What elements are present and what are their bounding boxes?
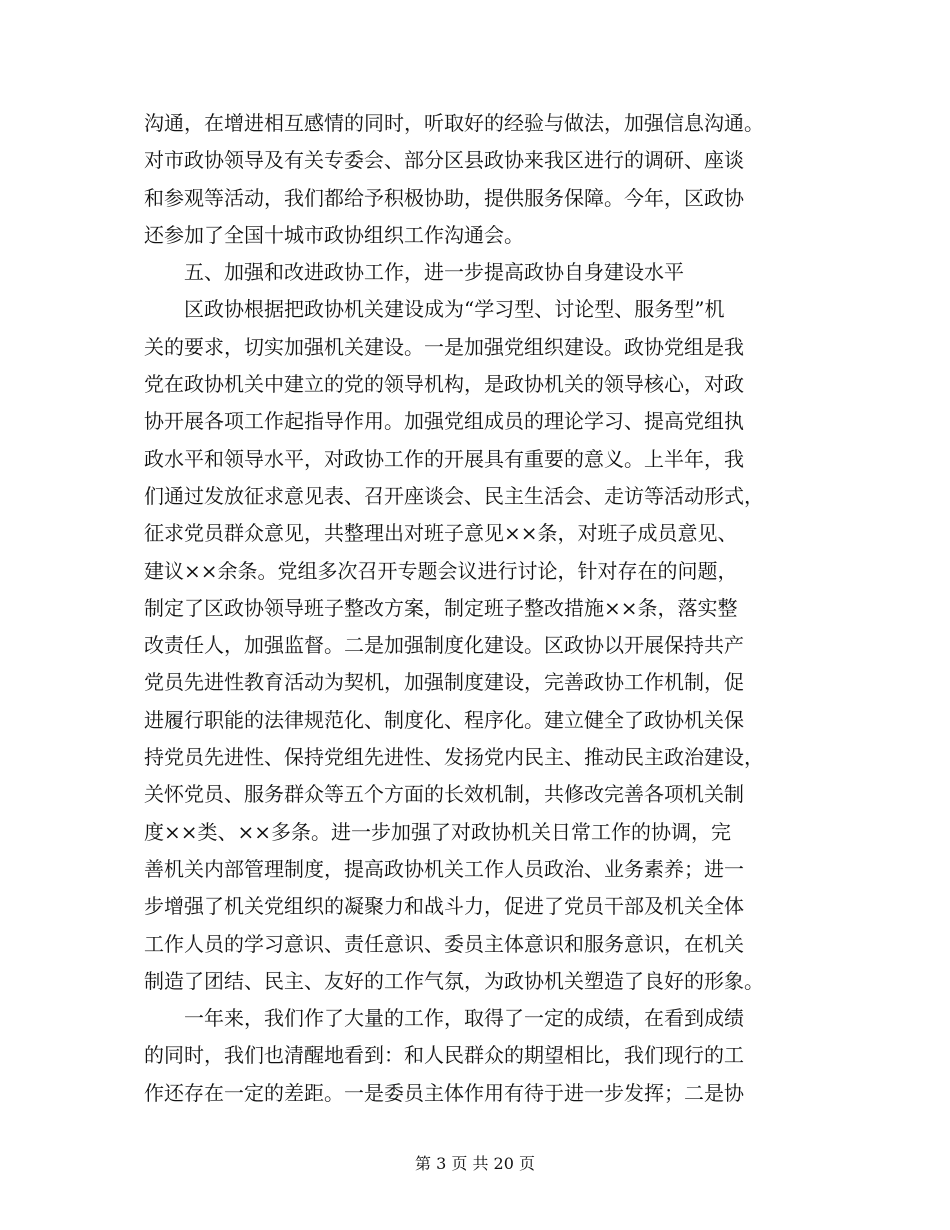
text-line: 作还存在一定的差距。一是委员主体作用有待于进一步发挥；二是协: [144, 1080, 744, 1105]
text-line: 建议××余条。党组多次召开专题会议进行讨论，针对存在的问题，: [144, 558, 738, 583]
text-line: 对市政协领导及有关专委会、部分区县政协来我区进行的调研、座谈: [144, 148, 744, 173]
text-line: 一年来，我们作了大量的工作，取得了一定的成绩，在看到成绩: [144, 1006, 744, 1031]
text-line: 持党员先进性、保持党组先进性、发扬党内民主、推动民主政治建设，: [144, 745, 764, 770]
text-line: 制造了团结、民主、友好的工作气氛，为政协机关塑造了良好的形象。: [144, 968, 764, 993]
text-line: 改责任人，加强监督。二是加强制度化建设。区政协以开展保持共产: [144, 633, 744, 658]
text-line: 度××类、××多条。进一步加强了对政协机关日常工作的协调，完: [144, 819, 732, 844]
text-line: 们通过发放征求意见表、召开座谈会、民主生活会、走访等活动形式，: [144, 483, 764, 508]
text-line: 区政协根据把政协机关建设成为“学习型、讨论型、服务型”机: [144, 297, 725, 322]
text-line: 和参观等活动，我们都给予积极协助，提供服务保障。今年，区政协: [144, 185, 744, 210]
text-line: 制定了区政协领导班子整改方案，制定班子整改措施××条，落实整: [144, 595, 738, 620]
text-line: 五、加强和改进政协工作，进一步提高政协自身建设水平: [144, 260, 684, 285]
text-line: 还参加了全国十城市政协组织工作沟通会。: [144, 222, 524, 247]
text-line: 协开展各项工作起指导作用。加强党组成员的理论学习、提高党组执: [144, 409, 744, 434]
text-line: 进履行职能的法律规范化、制度化、程序化。建立健全了政协机关保: [144, 707, 744, 732]
text-line: 征求党员群众意见，共整理出对班子意见××条，对班子成员意见、: [144, 521, 738, 546]
text-line: 关的要求，切实加强机关建设。一是加强党组织建设。政协党组是我: [144, 334, 744, 359]
text-line: 党在政协机关中建立的党的领导机构，是政协机关的领导核心，对政: [144, 372, 744, 397]
text-line: 步增强了机关党组织的凝聚力和战斗力，促进了党员干部及机关全体: [144, 894, 744, 919]
text-line: 政水平和领导水平，对政协工作的开展具有重要的意义。上半年，我: [144, 446, 744, 471]
page-number-footer: 第 3 页 共 20 页: [415, 1154, 535, 1173]
text-line: 沟通，在增进相互感情的同时，听取好的经验与做法，加强信息沟通。: [144, 111, 764, 135]
text-line: 的同时，我们也清醒地看到：和人民群众的期望相比，我们现行的工: [144, 1043, 744, 1068]
text-line: 善机关内部管理制度，提高政协机关工作人员政治、业务素养；进一: [144, 856, 744, 881]
text-line: 工作人员的学习意识、责任意识、委员主体意识和服务意识，在机关: [144, 931, 744, 956]
body-text: [144, 105, 810, 1112]
text-line: 关怀党员、服务群众等五个方面的长效机制，共修改完善各项机关制: [144, 782, 744, 807]
text-line: 党员先进性教育活动为契机，加强制度建设，完善政协工作机制，促: [144, 670, 744, 695]
